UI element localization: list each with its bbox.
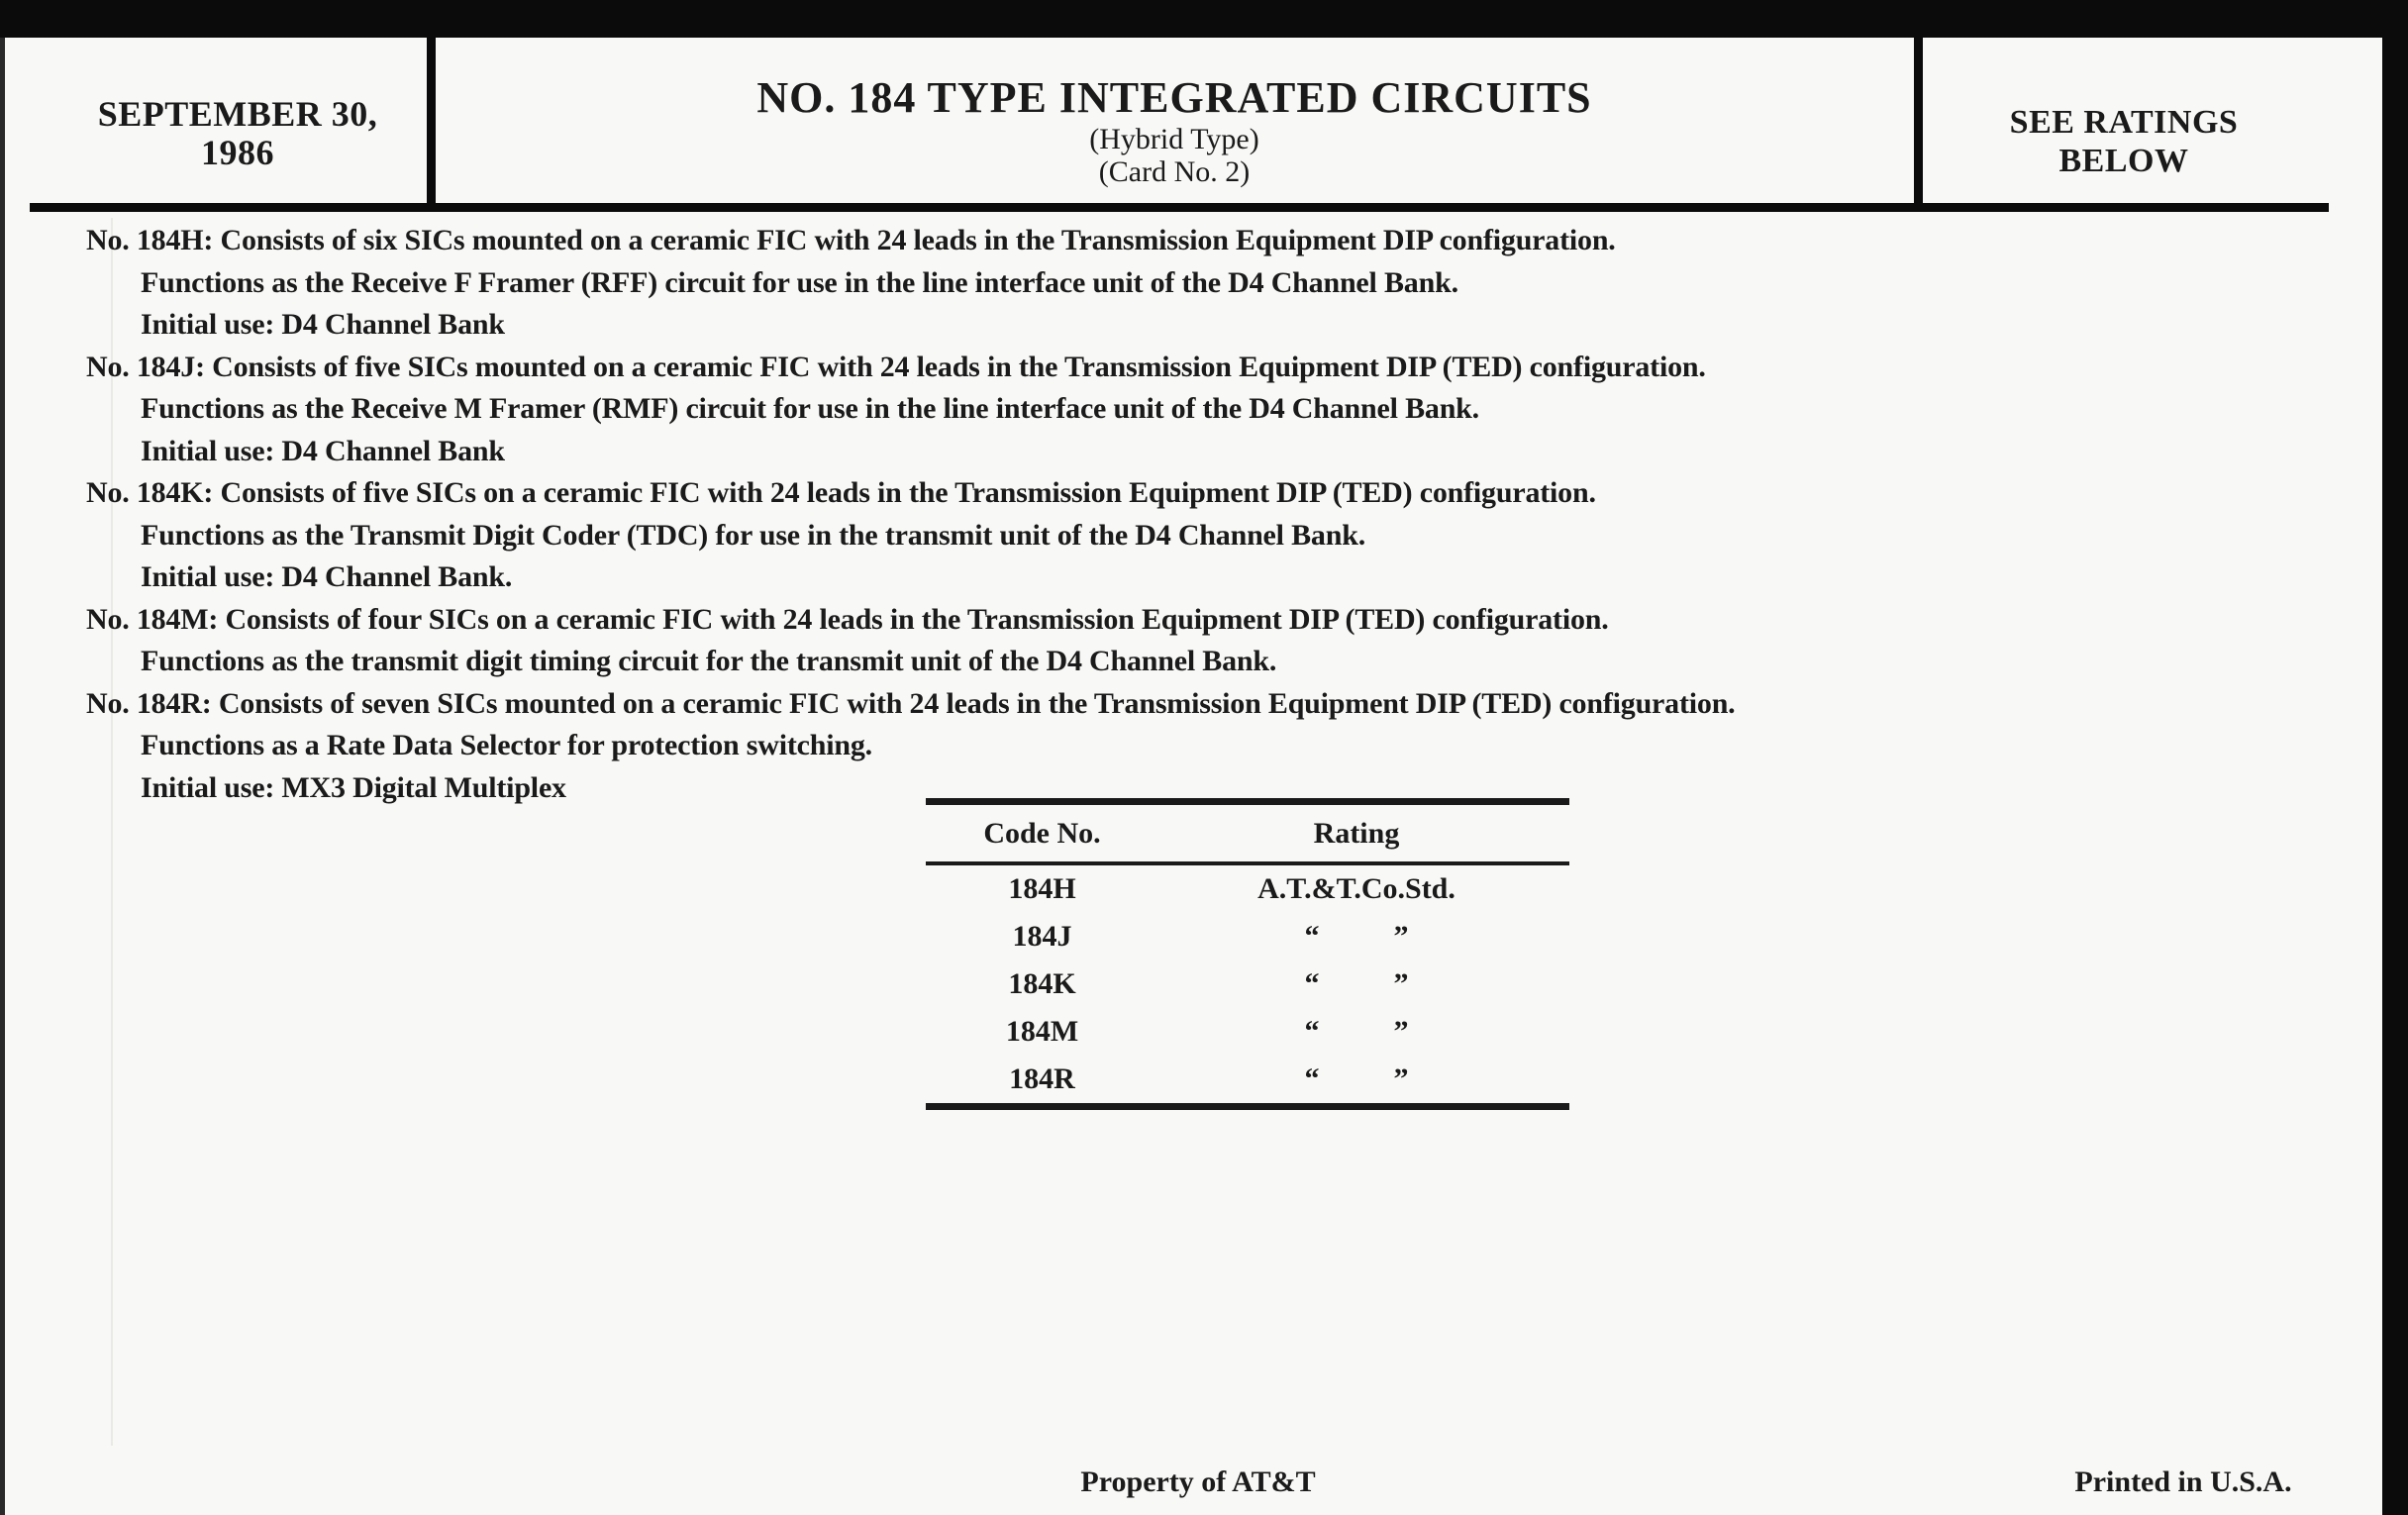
header-divider-left xyxy=(427,38,436,211)
table-cell-code: 184H xyxy=(1008,872,1076,905)
table-header-row xyxy=(926,805,1569,861)
table-cell-rating: A.T.&T.Co.Std. xyxy=(1257,872,1455,905)
spec-line-184k-1: No. 184K: Consists of five SICs on a ceramic FIC with 24 leads in the Transmission Equipment DIP (TED) configuration. xyxy=(86,476,1596,509)
header-rule xyxy=(30,203,2329,212)
spec-line-184j-2: Functions as the Receive M Framer (RMF) circuit for use in the line interface unit of the D4 Channel Bank. xyxy=(141,392,1479,425)
spec-line-184h-1: No. 184H: Consists of six SICs mounted on a ceramic FIC with 24 leads in the Transmission Equipment DIP configuration. xyxy=(86,224,1616,256)
header-divider-right xyxy=(1914,38,1923,211)
page-subtitle-type: (Hybrid Type) xyxy=(1089,123,1259,155)
spec-line-184j-1: No. 184J: Consists of five SICs mounted on a ceramic FIC with 24 leads in the Transmission Equipment DIP (TED) configuration. xyxy=(86,350,1706,383)
table-cell-code: 184M xyxy=(1005,1015,1079,1048)
table-rule-top xyxy=(926,798,1569,805)
spec-line-184r-1: No. 184R: Consists of seven SICs mounted on a ceramic FIC with 24 leads in the Transmission Equipment DIP (TED) configuration. xyxy=(86,686,1736,720)
issue-date-line1: SEPTEMBER 30, xyxy=(97,94,378,134)
scan-right-border xyxy=(2382,0,2408,1515)
table-cell-rating: “ ” xyxy=(1304,967,1409,1000)
table-header-rating: Rating xyxy=(1313,816,1400,850)
ratings-note xyxy=(1936,103,2312,180)
table-cell-rating: “ ” xyxy=(1304,1015,1409,1048)
ratings-note-line1: SEE RATINGS xyxy=(2009,104,2239,141)
table-cell-rating: “ ” xyxy=(1304,920,1409,953)
spec-line-184m-2: Functions as the transmit digit timing circuit for the transmit unit of the D4 Channel Bank. xyxy=(141,645,1277,677)
spec-line-184j-3: Initial use: D4 Channel Bank xyxy=(141,434,505,467)
title-block xyxy=(436,73,1913,188)
table-header-code: Code No. xyxy=(983,816,1101,850)
table-cell-rating: “ ” xyxy=(1304,1062,1409,1095)
table-cell-code: 184K xyxy=(1008,967,1076,1000)
spec-line-184m-1: No. 184M: Consists of four SICs on a ceramic FIC with 24 leads in the Transmission Equipment DIP (TED) configuration. xyxy=(86,602,1609,636)
spec-line-184r-3: Initial use: MX3 Digital Multiplex xyxy=(141,770,566,804)
spec-line-184h-2: Functions as the Receive F Framer (RFF) circuit for use in the line interface unit of the D4 Channel Bank. xyxy=(141,265,1458,299)
table-row xyxy=(926,1008,1569,1056)
page-title: NO. 184 TYPE INTEGRATED CIRCUITS xyxy=(756,73,1592,122)
table-row xyxy=(926,865,1569,913)
spec-line-184k-2: Functions as the Transmit Digit Coder (TDC) for use in the transmit unit of the D4 Channel Bank. xyxy=(141,518,1365,552)
issue-date-line2: 1986 xyxy=(201,133,274,172)
page-subtitle-card: (Card No. 2) xyxy=(1098,155,1251,188)
footer-property-note: Property of AT&T xyxy=(1080,1465,1316,1498)
footer-printed-note: Printed in U.S.A. xyxy=(2074,1465,2292,1498)
table-row xyxy=(926,1056,1569,1103)
ratings-note-line2: BELOW xyxy=(2058,143,2189,179)
table-row xyxy=(926,960,1569,1008)
spec-line-184r-2: Functions as a Rate Data Selector for protection switching. xyxy=(141,729,872,761)
table-row xyxy=(926,913,1569,960)
table-cell-code: 184R xyxy=(1009,1062,1075,1095)
ratings-table xyxy=(926,798,1569,1110)
spec-text xyxy=(0,220,2040,809)
scan-top-border xyxy=(0,0,2408,38)
spec-line-184k-3: Initial use: D4 Channel Bank. xyxy=(141,560,513,593)
table-rule-bottom xyxy=(926,1103,1569,1110)
issue-date xyxy=(40,95,436,172)
table-cell-code: 184J xyxy=(1012,920,1072,953)
spec-line-184h-3: Initial use: D4 Channel Bank xyxy=(141,308,505,341)
